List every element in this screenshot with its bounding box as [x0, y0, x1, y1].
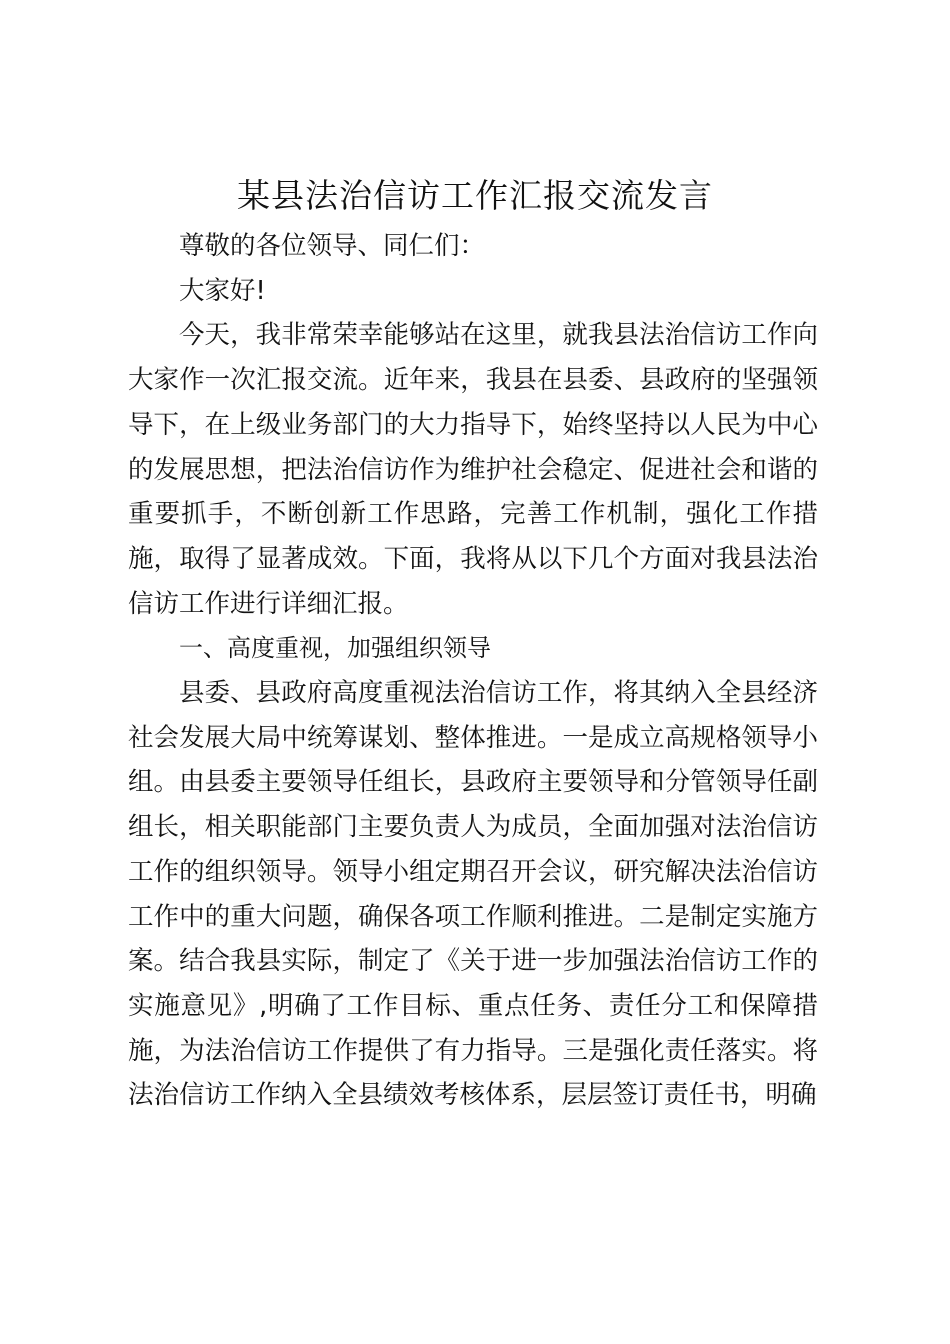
intro-paragraph: 今天，我非常荣幸能够站在这里，就我县法治信访工作向大家作一次汇报交流。近年来，我县在县委、县政府的坚强领导下，在上级业务部门的大力指导下，始终坚持以人民为中心的发展思想，把法治信访作为维护社会稳定、促进社会和谐的重要抓手，不断创新工作思路，完善工作机制，强化工作措施，取得了显著成效。下面，我将从以下几个方面对我县法治信访工作进行详细汇报。: [128, 320, 818, 619]
salutation: 尊敬的各位领导、同仁们：: [179, 231, 486, 261]
document-title: 某县法治信访工作汇报交流发言: [237, 176, 713, 215]
greeting: 大家好!: [179, 275, 266, 306]
section-heading: 一、高度重视，加强组织领导: [179, 634, 491, 663]
section-paragraph: 县委、县政府高度重视法治信访工作，将其纳入全县经济社会发展大局中统筹谋划、整体推进。一是成立高规格领导小组。由县委主要领导任组长，县政府主要领导和分管领导任副组长，相关职能部门主要负责人为成员，全面加强对法治信访工作的组织领导。领导小组定期召开会议，研究解决法治信访工作中的重大问题，确保各项工作顺利推进。二是制定实施方案。结合我县实际，制定了《关于进一步加强法治信访工作的实施意见》,明确了工作目标、重点任务、责任分工和保障措施，为法治信访工作提供了有力指导。三是强化责任落实。将法治信访工作纳入全县绩效考核体系，层层签订责任书，明确: [128, 678, 818, 1111]
document-body: [128, 224, 818, 1118]
